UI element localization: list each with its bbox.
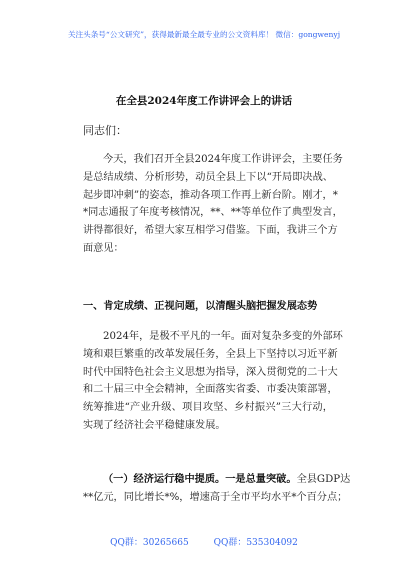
- paragraph-line: 时代中国特色社会主义思想为指导，深入贯彻党的二十大: [83, 366, 338, 378]
- salutation: 同志们：: [83, 124, 127, 137]
- paragraph-line: 境和艰巨繁重的改革发展任务，全县上下坚持以习近平新: [83, 348, 338, 360]
- paragraph-line: 2024年，是极不平凡的一年。面对复杂多变的外部环: [103, 331, 343, 342]
- header-banner: 关注头条号“公文研究”，获得最新最全最专业的公文资料库！ 微信：gongwenyj: [67, 30, 341, 39]
- document-title: 在全县2024年度工作讲评会上的讲话: [115, 95, 293, 107]
- paragraph-line: *同志通报了年度考核情况，**、**等单位作了典型发言，: [83, 207, 343, 219]
- paragraph-line: **亿元，同比增长*%，增速高于全市平均水平*个百分点；: [83, 491, 348, 503]
- qq-group-2: QQ群：535304092: [213, 538, 298, 548]
- subsection-paragraph: [83, 471, 351, 507]
- paragraph-line: 起步即冲刺”的姿态，推动各项工作再上新台阶。刚才，*: [83, 189, 338, 201]
- paragraph-line: 讲得都很好，希望大家互相学习借鉴。下面，我讲三个方: [83, 225, 338, 237]
- paragraph-line: 面意见：: [83, 242, 124, 254]
- intro-paragraph: [83, 151, 343, 258]
- paragraph-line: 和二十届三中全会精神，全面落实省委、市委决策部署，: [83, 384, 338, 396]
- paragraph-line: [83, 471, 351, 489]
- qq-group-1: QQ群：30265665: [110, 538, 189, 548]
- paragraph-line: 实现了经济社会平稳健康发展。: [83, 419, 226, 431]
- footer-qq-groups: [0, 535, 408, 548]
- section-paragraph: [83, 328, 343, 435]
- paragraph-line: 今天，我们召开全县2024年度工作讲评会，主要任务: [103, 154, 343, 165]
- paragraph-line: 是总结成绩、分析形势，动员全县上下以“开局即决战、: [83, 171, 333, 183]
- subsection-heading: （一）经济运行稳中提质。一是总量突破。: [103, 473, 297, 485]
- section-heading: 一、肯定成绩、正视问题，以清醒头脑把握发展态势: [83, 300, 318, 312]
- paragraph-line: 统筹推进“产业升级、项目攻坚、乡村振兴”三大行动，: [83, 402, 333, 414]
- paragraph-text: 全县GDP达: [296, 474, 351, 485]
